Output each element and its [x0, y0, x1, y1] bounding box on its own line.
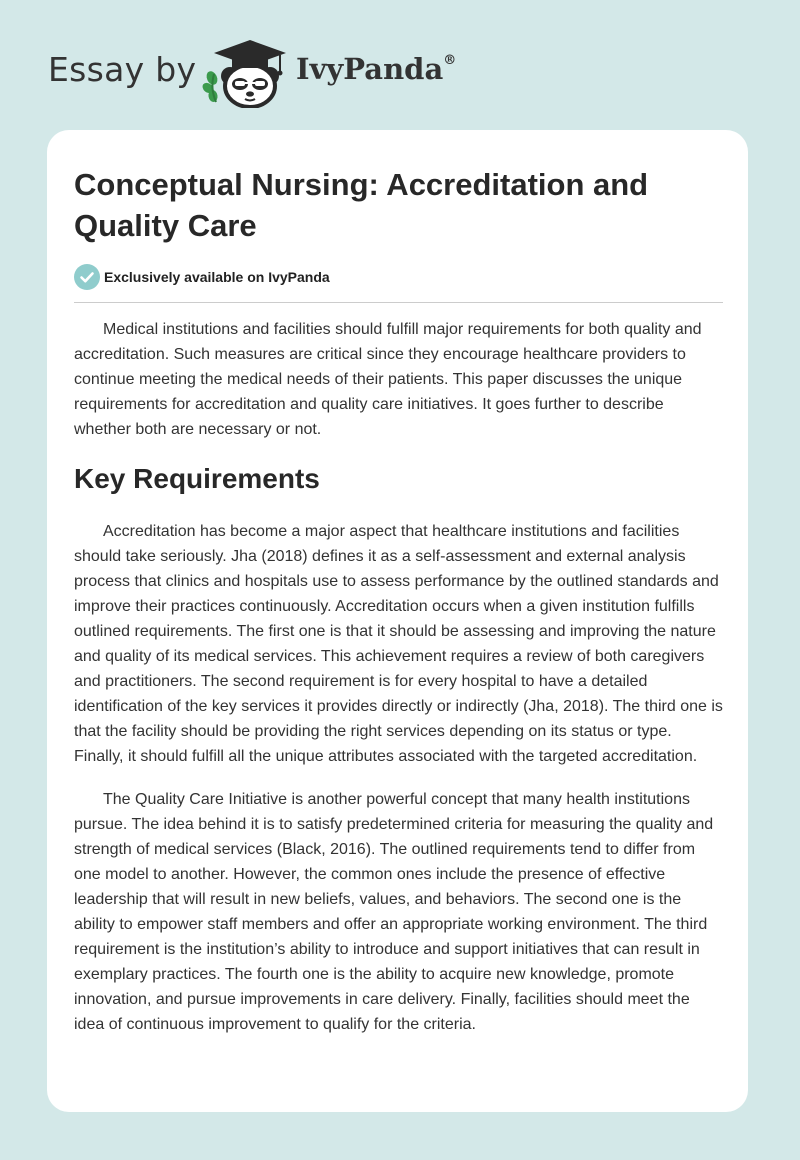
article-body — [74, 317, 724, 1037]
section-paragraph: Accreditation has become a major aspect that healthcare institutions and facilities should take seriously. Jha (2018) defines it as a self-assessment and external analysis process that clinics and hospitals use to assess performance by the outlined standards and improve their practices continuously. Accreditation occurs when a given institution fulfills outlined requirements. The first one is that it should be assessing and improving the nature and quality of its medical services. This achievement requires a review of both caregivers and practitioners. The second requirement is for every hospital to have a detailed identification of the key services it provides directly or indirectly (Jha, 2018). The third one is that the facility should be providing the right services depending on its status or type. Finally, it should fulfill all the unique attributes associated with the targeted accreditation. — [74, 523, 723, 765]
brand-name-text: IvyPanda — [296, 52, 444, 86]
panda-graduate-icon[interactable] — [200, 36, 292, 108]
intro-paragraph: Medical institutions and facilities should fulfill major requirements for both quality and accreditation. Such measures are critical since they encourage healthcare providers to continue meeting the medical needs of their patients. This paper discusses the unique requirements for accreditation and quality care initiatives. It goes further to describe whether both are necessary or not. — [74, 321, 702, 438]
divider — [74, 302, 723, 303]
brand-name[interactable] — [296, 52, 456, 86]
registered-mark: ® — [443, 53, 457, 69]
check-circle-icon — [74, 264, 100, 290]
page-title: Conceptual Nursing: Accreditation and Quality Care — [74, 167, 649, 243]
section-heading: Key Requirements — [74, 463, 320, 494]
site-header — [0, 0, 800, 130]
section-paragraph: The Quality Care Initiative is another powerful concept that many health institutions pursue. The idea behind it is to satisfy predetermined criteria for measuring the quality and strength of medical services (Black, 2016). The outlined requirements tend to differ from one model to another. However, the common ones include the presence of effective leadership that will result in new beliefs, values, and behaviors. The second one is the ability to empower staff members and offer an appropriate working environment. The third requirement is the institution’s ability to introduce and support initiatives that can result in exemplary practices. The fourth one is the ability to acquire new knowledge, promote innovation, and pursue improvements in care delivery. Finally, facilities should meet the idea of continuous improvement to qualify for the criteria. — [74, 791, 714, 1033]
exclusive-badge-label: Exclusively available on IvyPanda — [104, 269, 330, 285]
article-card — [47, 130, 748, 1112]
brand-prefix: Essay by — [48, 50, 197, 89]
